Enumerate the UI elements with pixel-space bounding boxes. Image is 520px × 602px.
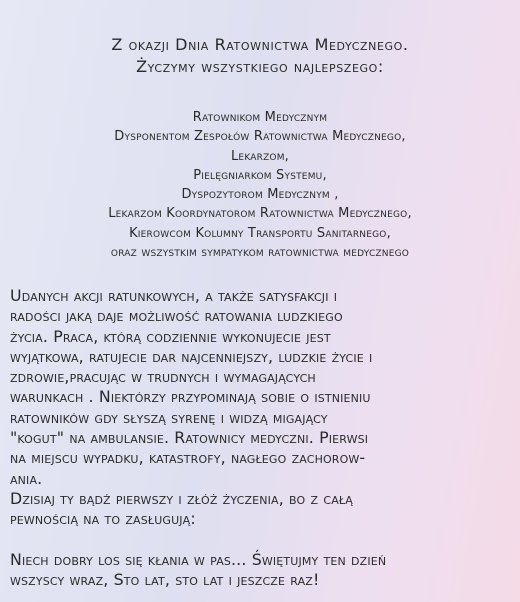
heading-line-2: Życzymy wszystkiego najlepszego:: [136, 57, 384, 76]
recipient-line: Kierowcom Kolumny Transportu Sanitarnego,: [129, 225, 391, 241]
recipient-line: Ratownikom Medycznym: [192, 110, 328, 125]
recipient-line: Lekarzom,: [230, 148, 290, 164]
recipient-line: Pielęgniarkom Systemu,: [193, 167, 327, 183]
heading-line-1: Z okazji Dnia Ratownictwa Medycznego.: [111, 35, 409, 54]
closing-line: wszyscy wraz, Sto lat, sto lat i jeszcze raz!: [10, 570, 320, 590]
wishes-line: życia. Praca, którą codziennie wykonujecie jest: [10, 326, 331, 346]
paragraph-spacer: [10, 530, 512, 550]
closing-line: Niech dobry los się kłania w pas... Świętujmy ten dzień: [10, 549, 387, 569]
recipient-line: oraz wszystkim sympatykom ratownictwa medycznego: [110, 245, 410, 261]
wishes-line: ratowników gdy słyszą syrenę i widzą migający: [10, 407, 328, 427]
recipients-list: [10, 108, 510, 262]
wishes-line: Udanych akcji ratunkowych, a także satysfakcji i: [10, 286, 338, 305]
recipient-line: Dysponentom Zespołów Ratownictwa Medycznego,: [114, 129, 406, 145]
card-heading: [20, 34, 500, 78]
wishes-line: ania.: [10, 468, 43, 488]
wishes-line: warunkach . Niektórzy przypominają sobie o istnieniu: [10, 387, 371, 407]
wishes-line: wyjątkowa, ratujecie dar najcenniejszy, ludzkie życie i: [10, 346, 373, 366]
wishes-line: na miejscu wypadku, katastrofy, nagłego zachorow-: [10, 448, 366, 468]
wishes-body: [10, 286, 512, 590]
recipient-line: Dyspozytorom Medycznym ,: [181, 187, 339, 203]
wishes-line: pewnością na to zasługują:: [10, 509, 196, 529]
wishes-line: "kogut" na ambulansie. Ratownicy medyczni. Pierwsi: [10, 428, 369, 448]
recipient-line: Lekarzom Koordynatorom Ratownictwa Medycznego,: [108, 206, 412, 222]
wishes-line: zdrowie,pracując w trudnych i wymagających: [10, 367, 316, 387]
wishes-line: radości jaką daje możliwość ratowania ludzkiego: [10, 306, 343, 326]
wishes-line: Dzisiaj ty bądź pierwszy i złóż życzenia, bo z całą: [10, 488, 353, 508]
